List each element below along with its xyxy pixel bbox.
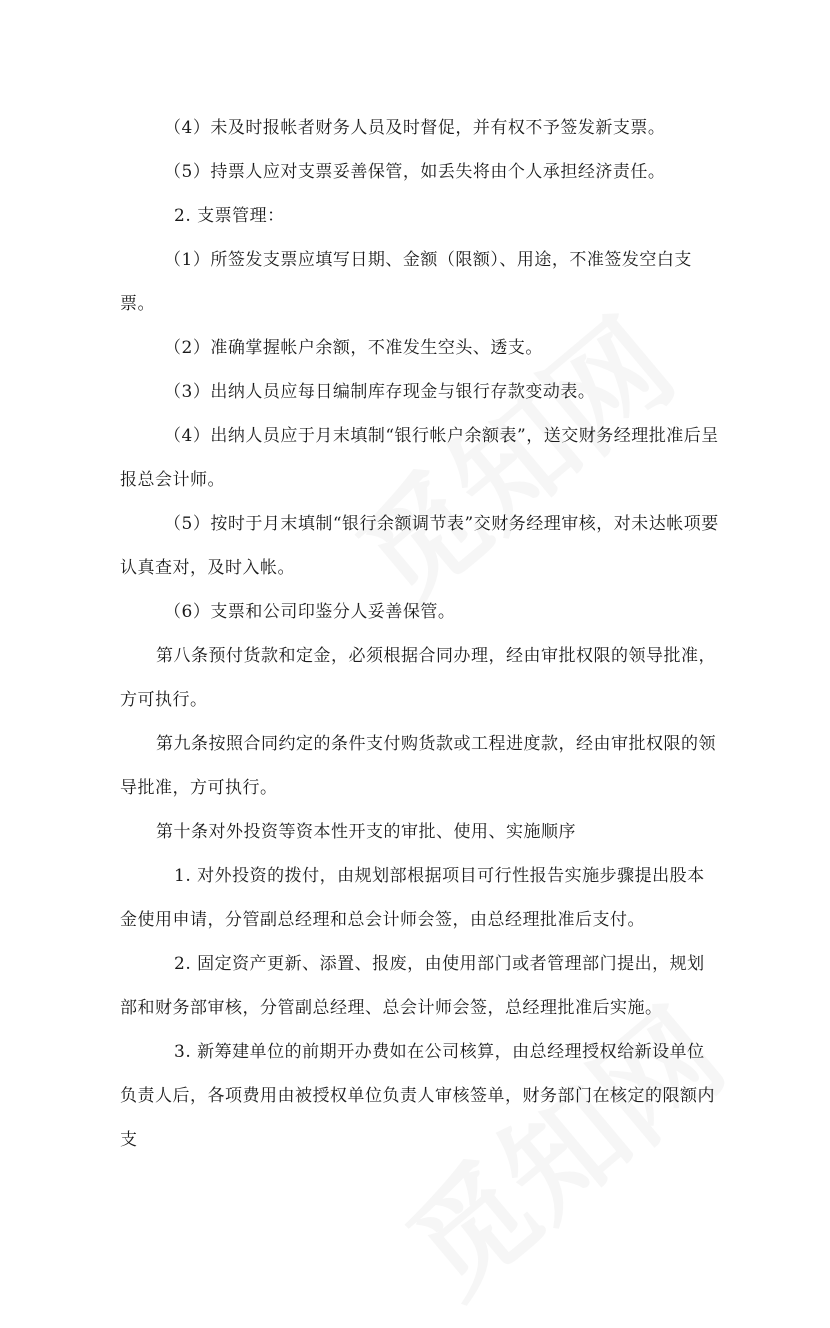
numbered-item: 3. 新筹建单位的前期开办费如在公司核算，由总经理授权给新设单位负责人后，各项费用由被授权单位负责人审核签单，财务部门在核定的限额内支 bbox=[120, 1042, 715, 1150]
paragraph: （5）持票人应对支票妥善保管，如丢失将由个人承担经济责任。 bbox=[164, 162, 666, 182]
paragraph: （3）出纳人员应每日编制库存现金与银行存款变动表。 bbox=[164, 382, 596, 402]
paragraph: （4）出纳人员应于月末填制“银行帐户余额表”，送交财务经理批准后呈报总会计师。 bbox=[120, 426, 719, 490]
document-body bbox=[120, 106, 720, 1162]
paragraph: （6）支票和公司印鉴分人妥善保管。 bbox=[164, 602, 456, 622]
article-paragraph: 第九条按照合同约定的条件支付购货款或工程进度款，经由审批权限的领导批准，方可执行。 bbox=[120, 734, 716, 798]
paragraph: （5）按时于月末填制“银行余额调节表”交财务经理审核，对未达帐项要认真查对，及时入帐。 bbox=[120, 514, 719, 578]
numbered-item: 1. 对外投资的拨付，由规划部根据项目可行性报告实施步骤提出股本金使用申请，分管副总经理和总会计师会签，由总经理批准后支付。 bbox=[120, 866, 705, 930]
numbered-item: 2. 固定资产更新、添置、报废，由使用部门或者管理部门提出，规划部和财务部审核，分管副总经理、总会计师会签，总经理批准后实施。 bbox=[120, 954, 705, 1018]
article-paragraph: 第十条对外投资等资本性开支的审批、使用、实施顺序 bbox=[156, 822, 576, 842]
paragraph: （4）未及时报帐者财务人员及时督促，并有权不予签发新支票。 bbox=[164, 118, 666, 138]
article-paragraph: 第八条预付货款和定金，必须根据合同办理，经由审批权限的领导批准，方可执行。 bbox=[120, 646, 716, 710]
section-heading: 2. 支票管理： bbox=[174, 206, 285, 226]
paragraph: （2）准确掌握帐户余额，不准发生空头、透支。 bbox=[164, 338, 543, 358]
paragraph: （1）所签发支票应填写日期、金额（限额）、用途，不准签发空白支票。 bbox=[120, 250, 692, 314]
